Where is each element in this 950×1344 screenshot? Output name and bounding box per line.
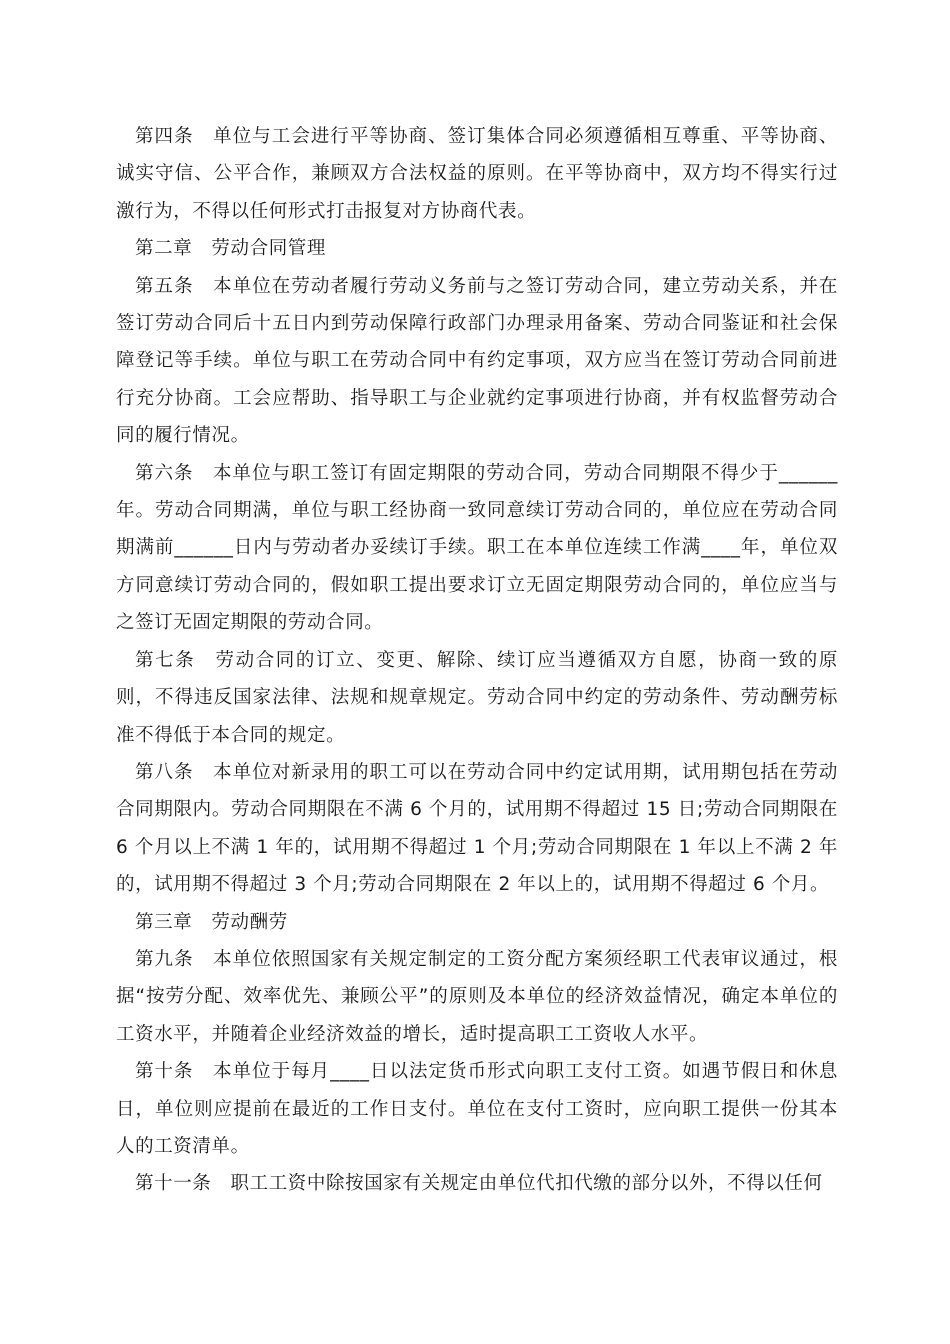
article-7: 第七条 劳动合同的订立、变更、解除、续订应当遵循双方自愿，协商一致的原则，不得违反国家法律、法规和规章规定。劳动合同中约定的劳动条件、劳动酬劳标准不得低于本合同的规定。 <box>116 649 838 746</box>
chapter-2-heading: 第二章 劳动合同管理 <box>135 238 327 260</box>
article-9: 第九条 本单位依照国家有关规定制定的工资分配方案须经职工代表审议通过，根据“按劳分配、效率优先、兼顾公平”的原则及本单位的经济效益情况，确定本单位的工资水平，并随着企业经济效益的增长，适时提高职工工资收人水平。 <box>116 948 838 1045</box>
article-6: 第六条 本单位与职工签订有固定期限的劳动合同，劳动合同期限不得少于______年。劳动合同期满，单位与职工经协商一致同意续订劳动合同的，单位应在劳动合同期满前______日内与劳动者办妥续订手续。职工在本单位连续工作满____年，单位双方同意续订劳动合同的，假如职工提出要求订立无固定期限劳动合同的，单位应当与之签订无固定期限的劳动合同。 <box>116 462 838 634</box>
article-5: 第五条 本单位在劳动者履行劳动义务前与之签订劳动合同，建立劳动关系，并在签订劳动合同后十五日内到劳动保障行政部门办理录用备案、劳动合同鉴证和社会保障登记等手续。单位与职工在劳动合同中有约定事项，双方应当在签订劳动合同前进行充分协商。工会应帮助、指导职工与企业就约定事项进行协商，并有权监督劳动合同的履行情况。 <box>116 275 838 447</box>
article-11: 第十一条 职工工资中除按国家有关规定由单位代扣代缴的部分以外，不得以任何 <box>135 1173 823 1195</box>
article-8: 第八条 本单位对新录用的职工可以在劳动合同中约定试用期，试用期包括在劳动合同期限内。劳动合同期限在不满 6 个月的，试用期不得超过 15 日;劳动合同期限在 6 个月以上不满 1 年的，试用期不得超过 1 个月;劳动合同期限在 1 年以上不满 2 年的，试用期不得超过 3 个月;劳动合同期限在 2 年以上的，试用期不得超过 6 个月。 <box>116 761 838 896</box>
article-4: 第四条 单位与工会进行平等协商、签订集体合同必须遵循相互尊重、平等协商、诚实守信、公平合作，兼顾双方合法权益的原则。在平等协商中，双方均不得实行过激行为，不得以任何形式打击报复对方协商代表。 <box>116 126 838 222</box>
article-10: 第十条 本单位于每月____日以法定货币形式向职工支付工资。如遇节假日和休息日，单位则应提前在最近的工作日支付。单位在支付工资时，应向职工提供一份其本人的工资清单。 <box>116 1061 838 1157</box>
document-body <box>116 118 838 1203</box>
chapter-3-heading: 第三章 劳动酬劳 <box>135 911 288 933</box>
